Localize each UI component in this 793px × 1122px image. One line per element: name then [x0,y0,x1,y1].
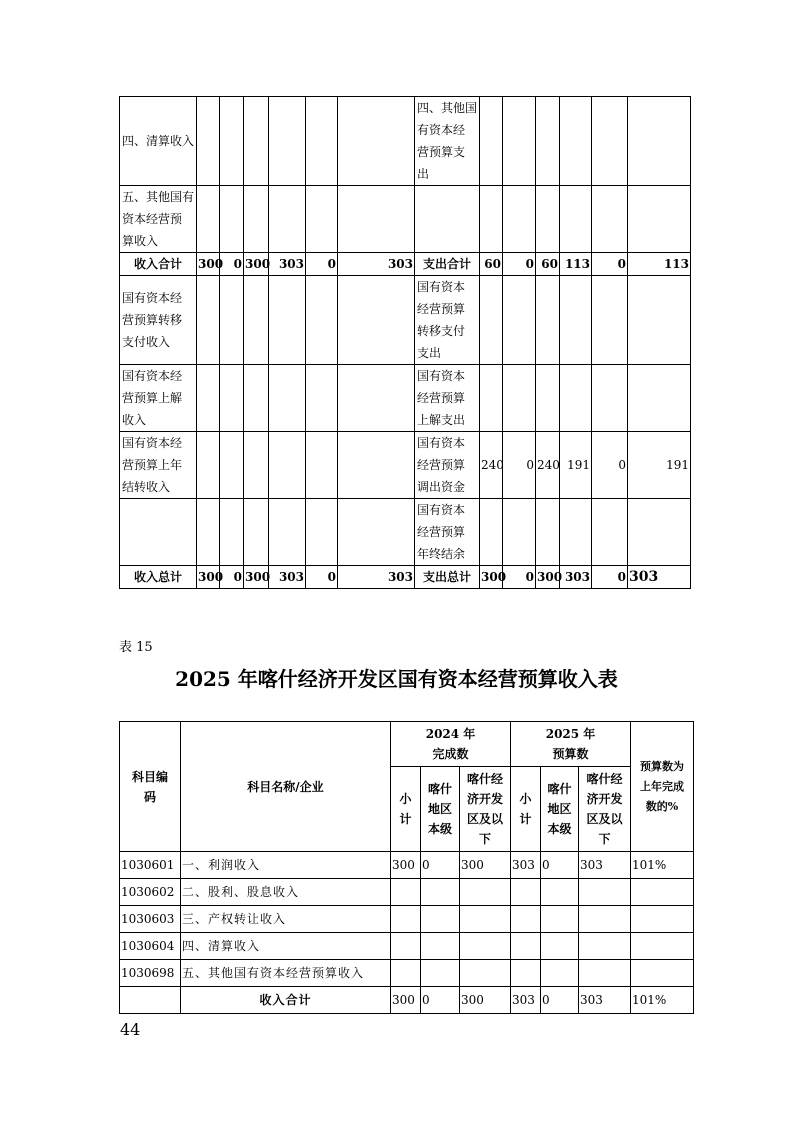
expense-value [480,276,503,365]
income-value [338,186,415,253]
header-code: 科目编 码 [120,722,181,852]
income-value [244,186,269,253]
income-item-label: 国有资本经 营预算上解 收入 [120,365,197,432]
income-value [306,276,338,365]
income-value [220,499,244,566]
subject-code: 1030698 [120,960,181,987]
amount-value [421,933,460,960]
income-value [306,432,338,499]
expense-value: 300 [536,566,560,589]
income-value [220,97,244,186]
expense-item-label [415,186,480,253]
expense-value [480,365,503,432]
expense-value [592,97,628,186]
ratio-value [631,879,694,906]
income-value [197,276,220,365]
ratio-value: 101% [631,852,694,879]
table-row [120,906,694,933]
ratio-value [631,906,694,933]
subject-code: 1030604 [120,933,181,960]
income-value [197,432,220,499]
income-value [306,186,338,253]
expense-item-label: 支出总计 [415,566,480,589]
amount-value [421,906,460,933]
income-value [338,97,415,186]
expense-value [536,499,560,566]
expense-value [560,365,592,432]
income-value [220,276,244,365]
table-row [120,852,694,879]
amount-value [541,906,579,933]
expense-value: 240 [480,432,503,499]
income-value [269,365,306,432]
ratio-value [631,933,694,960]
amount-value: 303 [511,987,541,1014]
amount-value [541,879,579,906]
expense-value: 303 [628,566,691,589]
expense-value [503,186,536,253]
total-row [120,566,691,589]
income-value: 303 [338,566,415,589]
amount-value [579,933,631,960]
expense-value [503,97,536,186]
income-item-label: 国有资本经 营预算上年 结转收入 [120,432,197,499]
expense-value [592,499,628,566]
table-caption: 表 15 [119,640,153,655]
expense-value [628,276,691,365]
amount-value: 0 [421,987,460,1014]
header-ratio: 预算数为 上年完成 数的% [631,722,694,852]
amount-value [421,879,460,906]
income-value [220,365,244,432]
income-value [197,499,220,566]
income-value: 0 [306,566,338,589]
ratio-value [631,960,694,987]
expense-value: 60 [536,253,560,276]
expense-value [480,97,503,186]
expense-value [560,186,592,253]
expense-value: 303 [560,566,592,589]
subject-name: 四、清算收入 [181,933,391,960]
amount-value: 0 [421,852,460,879]
expense-value [592,276,628,365]
income-value: 303 [269,566,306,589]
amount-value: 0 [541,987,579,1014]
income-value: 300 [244,566,269,589]
expense-value [628,365,691,432]
income-value [306,499,338,566]
subject-code: 1030603 [120,906,181,933]
income-value [306,365,338,432]
income-value: 0 [220,566,244,589]
amount-value [460,933,511,960]
expense-value: 0 [503,253,536,276]
amount-value [579,960,631,987]
expense-value [536,276,560,365]
table-row [120,276,691,365]
income-item-label: 四、清算收入 [120,97,197,186]
header-local-2025: 喀什 地区 本级 [541,767,579,852]
revenue-table [119,721,694,1014]
income-value [269,186,306,253]
amount-value: 0 [541,852,579,879]
expense-value: 0 [592,432,628,499]
table-row [120,365,691,432]
expense-item-label: 四、其他国 有资本经 营预算支 出 [415,97,480,186]
header-zone-2024: 喀什经 济开发 区及以 下 [460,767,511,852]
header-local-2024: 喀什 地区 本级 [421,767,460,852]
income-item-label: 收入总计 [120,566,197,589]
income-value [197,97,220,186]
amount-value [460,906,511,933]
table-row [120,933,694,960]
amount-value [541,933,579,960]
table-row [120,960,694,987]
expense-value: 0 [503,432,536,499]
income-value: 303 [269,253,306,276]
expense-value: 191 [628,432,691,499]
income-value: 300 [197,253,220,276]
income-value [338,276,415,365]
expense-value [503,499,536,566]
page-title: 2025 年喀什经济开发区国有资本经营预算收入表 [175,667,618,691]
amount-value [541,960,579,987]
amount-value [511,960,541,987]
table-row [120,97,691,186]
expense-value [536,186,560,253]
amount-value [579,906,631,933]
income-item-label: 国有资本经 营预算转移 支付收入 [120,276,197,365]
expense-value: 113 [560,253,592,276]
amount-value [391,879,421,906]
subject-name: 一、利润收入 [181,852,391,879]
total-row [120,987,694,1014]
header-zone-2025: 喀什经 济开发 区及以 下 [579,767,631,852]
header-subtotal-2024: 小 计 [391,767,421,852]
income-value [306,97,338,186]
expense-value [628,499,691,566]
income-value: 300 [197,566,220,589]
income-value: 0 [306,253,338,276]
total-row [120,253,691,276]
expense-value [536,365,560,432]
expense-item-label: 国有资本 经营预算 年终结余 [415,499,480,566]
subject-code: 1030602 [120,879,181,906]
expense-value: 0 [592,253,628,276]
income-value [269,276,306,365]
income-value [244,432,269,499]
ratio-value: 101% [631,987,694,1014]
income-item-label: 五、其他国有 资本经营预 算收入 [120,186,197,253]
amount-value [391,906,421,933]
expense-value [592,186,628,253]
expense-value: 60 [480,253,503,276]
subject-code [120,987,181,1014]
expense-value [480,499,503,566]
income-value [338,365,415,432]
income-value [244,97,269,186]
expense-value [560,499,592,566]
amount-value [460,960,511,987]
table-row [120,879,694,906]
amount-value: 300 [460,852,511,879]
expense-value [560,97,592,186]
amount-value [511,906,541,933]
amount-value [391,933,421,960]
income-value [244,276,269,365]
expense-value [560,276,592,365]
expense-value: 240 [536,432,560,499]
expense-value [628,97,691,186]
amount-value [511,933,541,960]
amount-value [511,879,541,906]
expense-value: 191 [560,432,592,499]
expense-item-label: 国有资本 经营预算 调出资金 [415,432,480,499]
income-item-label [120,499,197,566]
amount-value: 300 [391,852,421,879]
income-value [244,365,269,432]
header-2025: 2025 年 预算数 [511,722,631,767]
page-number: 44 [120,1020,141,1039]
header-subtotal-2025: 小 计 [511,767,541,852]
expense-value [480,186,503,253]
subject-name: 三、产权转让收入 [181,906,391,933]
expense-value: 300 [480,566,503,589]
income-item-label: 收入合计 [120,253,197,276]
expense-value [536,97,560,186]
income-value: 0 [220,253,244,276]
income-value [338,499,415,566]
expense-value [592,365,628,432]
income-value [269,432,306,499]
expense-item-label: 国有资本 经营预算 上解支出 [415,365,480,432]
income-value [220,186,244,253]
amount-value [460,879,511,906]
income-value [269,499,306,566]
expense-item-label: 支出合计 [415,253,480,276]
income-value: 303 [338,253,415,276]
subject-code: 1030601 [120,852,181,879]
table-row [120,432,691,499]
expense-value: 0 [592,566,628,589]
expense-value: 113 [628,253,691,276]
income-value [244,499,269,566]
income-value [338,432,415,499]
expense-value [628,186,691,253]
expense-value [503,276,536,365]
income-value [197,365,220,432]
subject-name: 收入合计 [181,987,391,1014]
income-value: 300 [244,253,269,276]
amount-value: 303 [579,987,631,1014]
budget-summary-table [119,96,691,589]
income-value [197,186,220,253]
amount-value: 300 [391,987,421,1014]
subject-name: 五、其他国有资本经营预算收入 [181,960,391,987]
table-row [120,186,691,253]
amount-value [391,960,421,987]
expense-value: 0 [503,566,536,589]
table-row [120,499,691,566]
amount-value: 303 [511,852,541,879]
amount-value [421,960,460,987]
expense-value [503,365,536,432]
amount-value: 300 [460,987,511,1014]
subject-name: 二、股利、股息收入 [181,879,391,906]
header-name: 科目名称/企业 [181,722,391,852]
income-value [269,97,306,186]
income-value [220,432,244,499]
header-2024: 2024 年 完成数 [391,722,511,767]
amount-value [579,879,631,906]
expense-item-label: 国有资本 经营预算 转移支付 支出 [415,276,480,365]
amount-value: 303 [579,852,631,879]
